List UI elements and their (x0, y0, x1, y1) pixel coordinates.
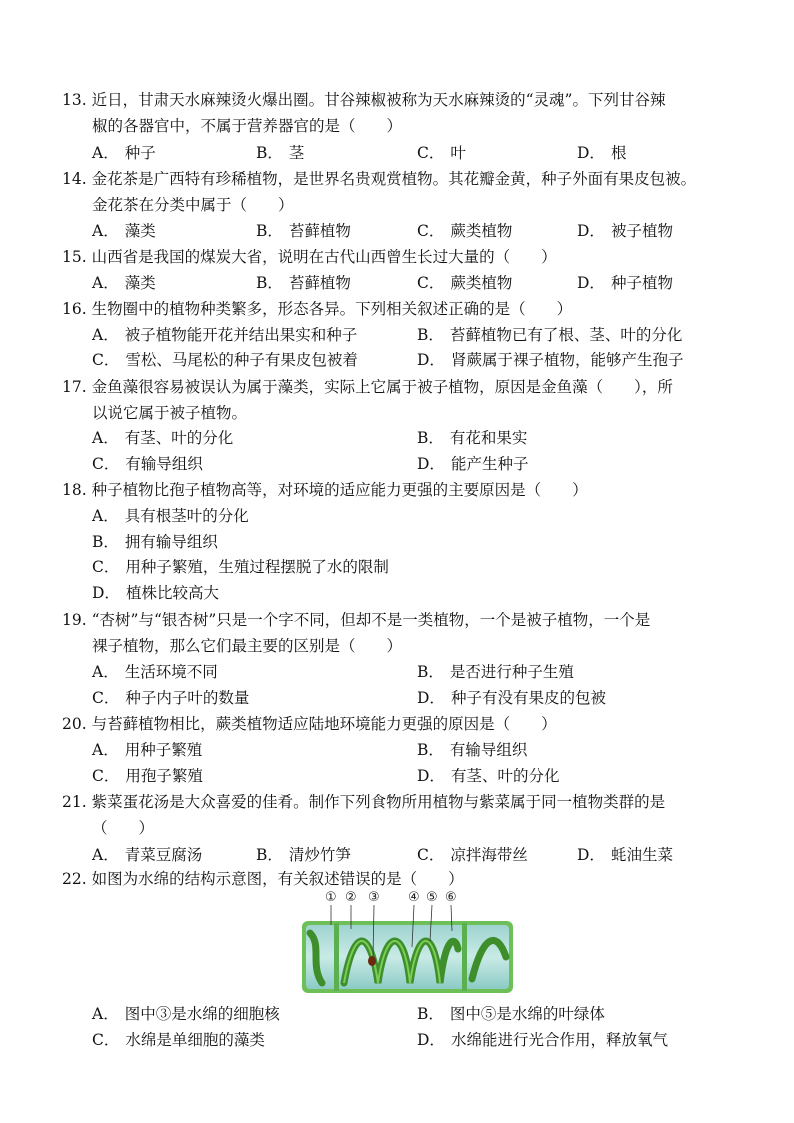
option-d[interactable]: D． 被子植物 (577, 222, 673, 240)
option-b[interactable]: B． 是否进行种子生殖 (417, 663, 574, 681)
question-text-cont: 以说它属于被子植物。 (92, 404, 248, 422)
question-15 (62, 247, 742, 267)
figure-label-3: ③ (368, 890, 380, 905)
option-c[interactable]: C． 种子内子叶的数量 (92, 689, 250, 707)
option-a[interactable]: A． 青菜豆腐汤 (92, 846, 203, 864)
option-c[interactable]: C． 用孢子繁殖 (92, 767, 203, 785)
option-d[interactable]: D． 水绵能进行光合作用，释放氧气 (417, 1031, 668, 1049)
option-a[interactable]: A． 图中③是水绵的细胞核 (92, 1005, 280, 1023)
question-number: 16. (62, 300, 87, 318)
question-number: 20. (62, 715, 87, 733)
option-c[interactable]: C． 凉拌海带丝 (417, 846, 528, 864)
question-number: 17. (62, 378, 87, 396)
question-text: 与苔藓植物相比，蕨类植物适应陆地环境能力更强的原因是（ ） (91, 715, 557, 733)
figure-label-4: ④ (408, 890, 420, 905)
question-22 (62, 869, 742, 889)
question-number: 13. (62, 91, 87, 109)
option-b[interactable]: B． 有花和果实 (417, 429, 528, 447)
question-text: 如图为水绵的结构示意图，有关叙述错误的是（ ） (91, 870, 464, 888)
question-14 (62, 169, 742, 189)
figure-label-5: ⑤ (426, 890, 438, 905)
question-text: 生物圈中的植物种类繁多，形态各异。下列相关叙述正确的是（ ） (91, 300, 573, 318)
option-c[interactable]: C． 有输导组织 (92, 455, 203, 473)
option-c[interactable]: C． 雪松、马尾松的种子有果皮包被着 (92, 351, 358, 369)
option-b[interactable]: B． 苔藓植物 (256, 274, 351, 292)
question-number: 14. (62, 170, 87, 188)
option-a[interactable]: A． 藻类 (92, 274, 156, 292)
question-text-cont: 金花茶在分类中属于（ ） (92, 196, 294, 214)
figure-label-1: ① (325, 890, 337, 905)
option-a[interactable]: A． 被子植物能开花并结出果实和种子 (92, 326, 358, 344)
option-b[interactable]: B． 图中⑤是水绵的叶绿体 (417, 1005, 605, 1023)
option-c[interactable]: C． 蕨类植物 (417, 274, 513, 292)
question-number: 18. (62, 481, 87, 499)
option-c[interactable]: C． 水绵是单细胞的藻类 (92, 1031, 265, 1049)
question-text: 金鱼藻很容易被误认为属于藻类，实际上它属于被子植物，原因是金鱼藻（ ），所 (91, 378, 673, 396)
option-c[interactable]: C． 用种子繁殖，生殖过程摆脱了水的限制 (92, 558, 389, 576)
question-text: 山西省是我国的煤炭大省，说明在古代山西曾生长过大量的（ ） (91, 248, 557, 266)
question-text: 种子植物比孢子植物高等，对环境的适应能力更强的主要原因是（ ） (91, 481, 588, 499)
option-b[interactable]: B． 茎 (256, 144, 305, 162)
figure-label-6: ⑥ (445, 890, 457, 905)
question-21 (62, 792, 742, 812)
option-a[interactable]: A． 有茎、叶的分化 (92, 429, 234, 447)
cell-wall (334, 923, 339, 991)
question-number: 15. (62, 248, 87, 266)
option-d[interactable]: D． 根 (577, 144, 627, 162)
question-text-cont: （ ） (92, 819, 155, 837)
option-a[interactable]: A． 种子 (92, 144, 156, 162)
option-a[interactable]: A． 藻类 (92, 222, 156, 240)
option-d[interactable]: D． 植株比较高大 (92, 584, 219, 602)
question-text: “杏树”与“银杏树”只是一个字不同，但却不是一类植物，一个是被子植物，一个是 (91, 611, 651, 629)
option-b[interactable]: B． 苔藓植物已有了根、茎、叶的分化 (417, 326, 683, 344)
cell-wall (462, 923, 467, 991)
option-d[interactable]: D． 种子有没有果皮的包被 (417, 689, 606, 707)
question-18 (62, 480, 742, 500)
question-text: 近日，甘肃天水麻辣烫火爆出圈。甘谷辣椒被称为天水麻辣烫的“灵魂”。下列甘谷辣 (91, 91, 666, 109)
option-a[interactable]: A． 具有根茎叶的分化 (92, 507, 249, 525)
option-a[interactable]: A． 用种子繁殖 (92, 741, 203, 759)
option-a[interactable]: A． 生活环境不同 (92, 663, 218, 681)
figure-label-2: ② (345, 890, 357, 905)
question-text: 紫菜蛋花汤是大众喜爱的佳肴。制作下列食物所用植物与紫菜属于同一植物类群的是 (91, 793, 666, 811)
question-text-cont: 裸子植物，那么它们最主要的区别是（ ） (92, 637, 403, 655)
question-text: 金花茶是广西特有珍稀植物，是世界名贵观赏植物。其花瓣金黄，种子外面有果皮包被。 (91, 170, 697, 188)
question-17 (62, 377, 742, 397)
option-b[interactable]: B． 有输导组织 (417, 741, 528, 759)
question-19 (62, 610, 742, 630)
question-number: 21. (62, 793, 87, 811)
question-20 (62, 714, 742, 734)
nucleus (368, 956, 376, 966)
option-c[interactable]: C． 叶 (417, 144, 466, 162)
option-b[interactable]: B． 清炒竹笋 (256, 846, 351, 864)
question-16 (62, 299, 742, 319)
option-d[interactable]: D． 蚝油生菜 (577, 846, 673, 864)
question-13 (62, 90, 742, 110)
option-d[interactable]: D． 能产生种子 (417, 455, 529, 473)
option-d[interactable]: D． 肾蕨属于裸子植物，能够产生孢子 (417, 351, 684, 369)
question-number: 19. (62, 611, 87, 629)
option-b[interactable]: B． 拥有输导组织 (92, 533, 218, 551)
question-number: 22. (62, 870, 87, 888)
option-b[interactable]: B． 苔藓植物 (256, 222, 351, 240)
question-text-cont: 椒的各器官中，不属于营养器官的是（ ） (92, 117, 403, 135)
option-d[interactable]: D． 有茎、叶的分化 (417, 767, 560, 785)
option-d[interactable]: D． 种子植物 (577, 274, 673, 292)
spirogyra-diagram (300, 887, 515, 997)
option-c[interactable]: C． 蕨类植物 (417, 222, 513, 240)
spirogyra-figure (300, 887, 515, 997)
